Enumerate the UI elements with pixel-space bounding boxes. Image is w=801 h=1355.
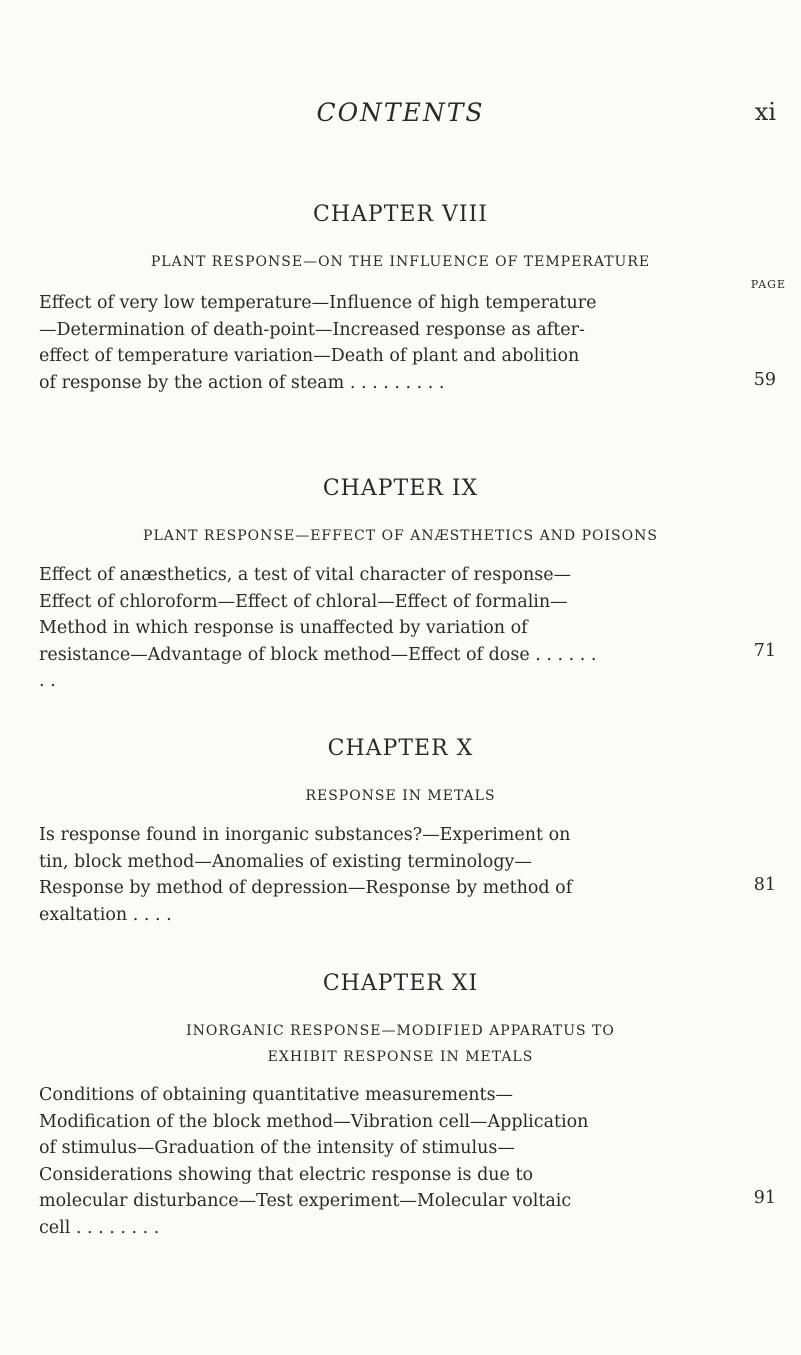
page-number: xi [754, 98, 776, 126]
chapter-summary: Is response found in inorganic substances?—Experiment on tin, block method—Anomalies of existing terminology—Response by method of depression—Response by method of exaltation . . . . [39, 825, 573, 925]
chapter-viii [0, 202, 801, 275]
chapter-heading: CHAPTER X [327, 736, 474, 761]
chapter-subtitle: PLANT RESPONSE—ON THE INFLUENCE OF TEMPERATURE [150, 254, 651, 270]
chapter-subtitle: INORGANIC RESPONSE—MODIFIED APPARATUS TO EXHIBIT RESPONSE IN METALS [186, 1023, 615, 1065]
chapter-summary: Conditions of obtaining quantitative measurements—Modification of the block method—Vibration cell—Application of stimulus—Graduation of the intensity of stimulus—Considerations showing that electric response is due to molecular disturbance—Test experiment—Molecular voltaic cell . . . . . . . . [39, 1085, 589, 1238]
chapter-page-number: 71 [753, 641, 776, 661]
chapter-subtitle: PLANT RESPONSE—EFFECT OF ANÆSTHETICS AND POISONS [143, 528, 658, 544]
chapter-subtitle: RESPONSE IN METALS [305, 788, 496, 804]
chapter-ix [0, 476, 801, 549]
running-title: CONTENTS [316, 98, 485, 127]
chapter-xi [0, 971, 801, 1070]
chapter-heading: CHAPTER XI [322, 971, 479, 996]
page-column-label: PAGE [750, 278, 786, 291]
chapter-page-number: 91 [753, 1188, 776, 1208]
running-head [0, 98, 801, 128]
chapter-heading: CHAPTER IX [322, 476, 479, 501]
chapter-summary: Effect of anæsthetics, a test of vital character of response—Effect of chloroform—Effect of chloral—Effect of formalin—Method in which response is unaffected by variation of resistance—Advantage of block method—Effect of dose . . . . . . . . [39, 565, 597, 691]
chapter-x [0, 736, 801, 809]
chapter-page-number: 59 [753, 370, 776, 390]
chapter-heading: CHAPTER VIII [313, 202, 488, 227]
chapter-page-number: 81 [753, 875, 776, 895]
chapter-summary: Effect of very low temperature—Influence of high temperature—Determination of death-point—Increased response as after-effect of temperature variation—Death of plant and abolition of response by the action of steam . . . . . . . . . [39, 293, 597, 393]
